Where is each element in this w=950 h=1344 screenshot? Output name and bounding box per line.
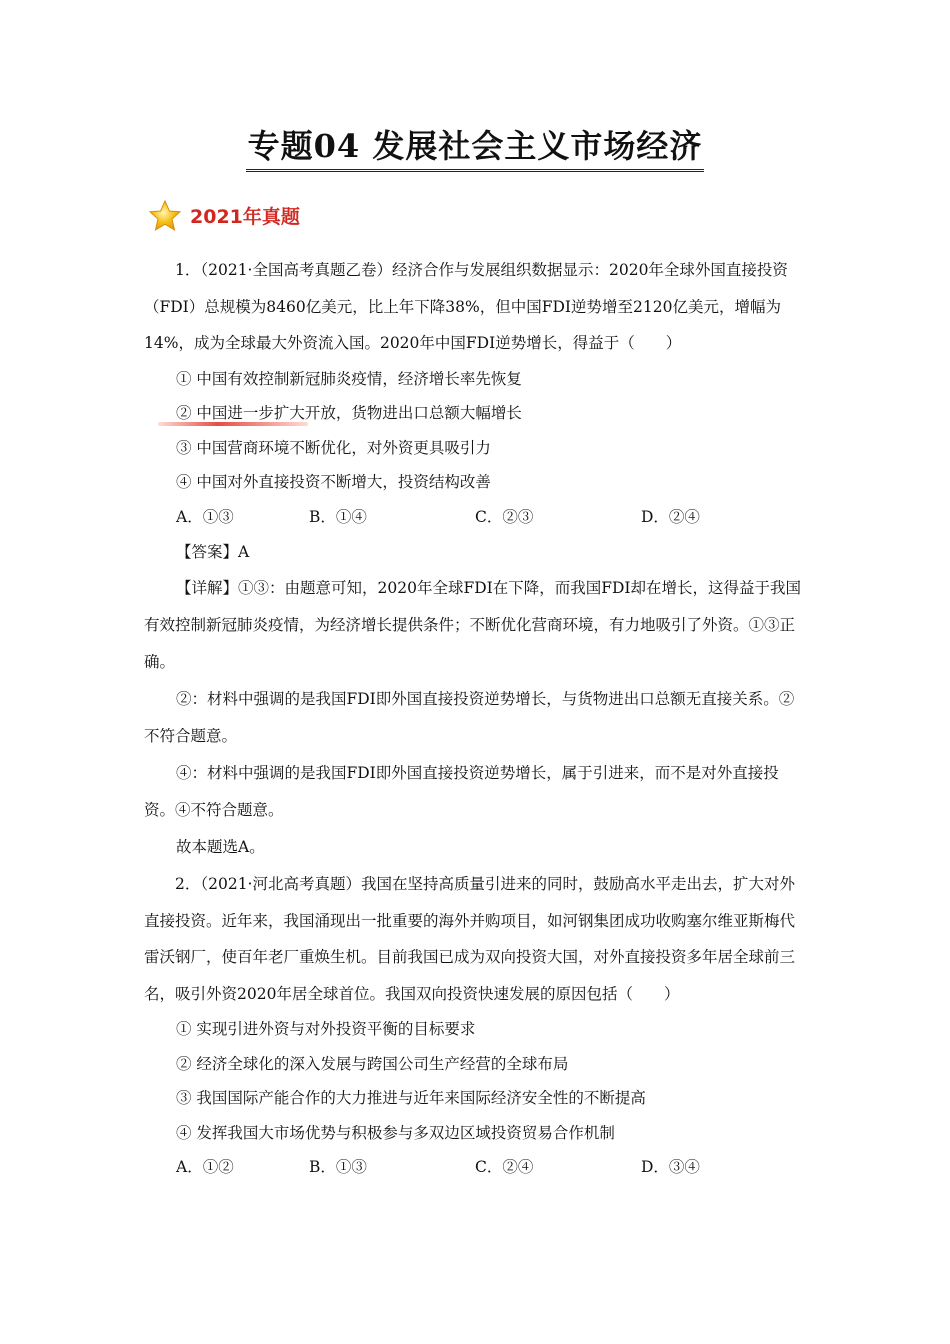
q1-option-3: ③ 中国营商环境不断优化，对外资更具吸引力 [176,438,491,457]
q2-choice-c: C．②④ [475,1158,534,1176]
q2-option-1: ① 实现引进外资与对外投资平衡的目标要求 [176,1020,476,1038]
q1-detail-4: 故本题选A。 [176,838,265,856]
content [144,252,808,1185]
q2-choice-d: D．③④ [641,1158,700,1176]
q1-choice-a: A．①③ [176,507,234,526]
section-badge-label: 2021年真题 [190,205,300,228]
title-container [0,124,950,172]
q2-choices [144,1150,808,1185]
star-icon [148,199,182,233]
q2-choice-a: A．①② [176,1158,234,1176]
page-title: 专题04 发展社会主义市场经济 [246,124,705,172]
q1-detail-2: ②：材料中强调的是我国FDI即外国直接投资逆势增长，与货物进出口总额无直接关系。②不符合题意。 [144,690,795,745]
q2-option-2: ② 经济全球化的深入发展与跨国公司生产经营的全球布局 [176,1054,569,1073]
q1-option-4: ④ 中国对外直接投资不断增大，投资结构改善 [176,473,491,491]
q1-answer: 【答案】A [176,543,250,561]
q1-choice-b: B．①④ [309,507,367,526]
q1-option-1: ① 中国有效控制新冠肺炎疫情，经济增长率先恢复 [176,369,522,388]
q1-stem: 1．（2021·全国高考真题乙卷）经济合作与发展组织数据显示：2020年全球外国直接投资（FDI）总规模为8460亿美元，比上年下降38%，但中国FDI逆势增至2120亿美元，增幅为14%，成为全球最大外资流入国。2020年中国FDI逆势增长，得益于（ ） [144,261,788,352]
q2-option-4: ④ 发挥我国大市场优势与积极参与多双边区域投资贸易合作机制 [176,1123,615,1142]
section-badge [148,196,304,236]
q1-detail-3: ④：材料中强调的是我国FDI即外国直接投资逆势增长，属于引进来，而不是对外直接投资。④不符合题意。 [144,764,779,819]
q1-choice-c: C．②③ [475,507,534,526]
q2-choice-b: B．①③ [309,1158,367,1176]
q1-option-2: ② 中国进一步扩大开放，货物进出口总额大幅增长 [176,404,522,422]
q2-stem: 2．（2021·河北高考真题）我国在坚持高质量引进来的同时，鼓励高水平走出去，扩大对外直接投资。近年来，我国涌现出一批重要的海外并购项目，如河钢集团成功收购塞尔维亚斯梅代雷沃钢厂，使百年老厂重焕生机。目前我国已成为双向投资大国，对外直接投资多年居全球前三名，吸引外资2020年居全球首位。我国双向投资快速发展的原因包括（ ） [144,875,796,1003]
q1-choices [144,500,808,535]
q1-detail-1: 【详解】①③：由题意可知，2020年全球FDI在下降，而我国FDI却在增长，这得益于我国有效控制新冠肺炎疫情，为经济增长提供条件；不断优化营商环境，有力地吸引了外资。①③正确。 [144,579,802,671]
q2-option-3: ③ 我国国际产能合作的大力推进与近年来国际经济安全性的不断提高 [176,1089,646,1107]
q1-choice-d: D．②④ [641,507,700,526]
